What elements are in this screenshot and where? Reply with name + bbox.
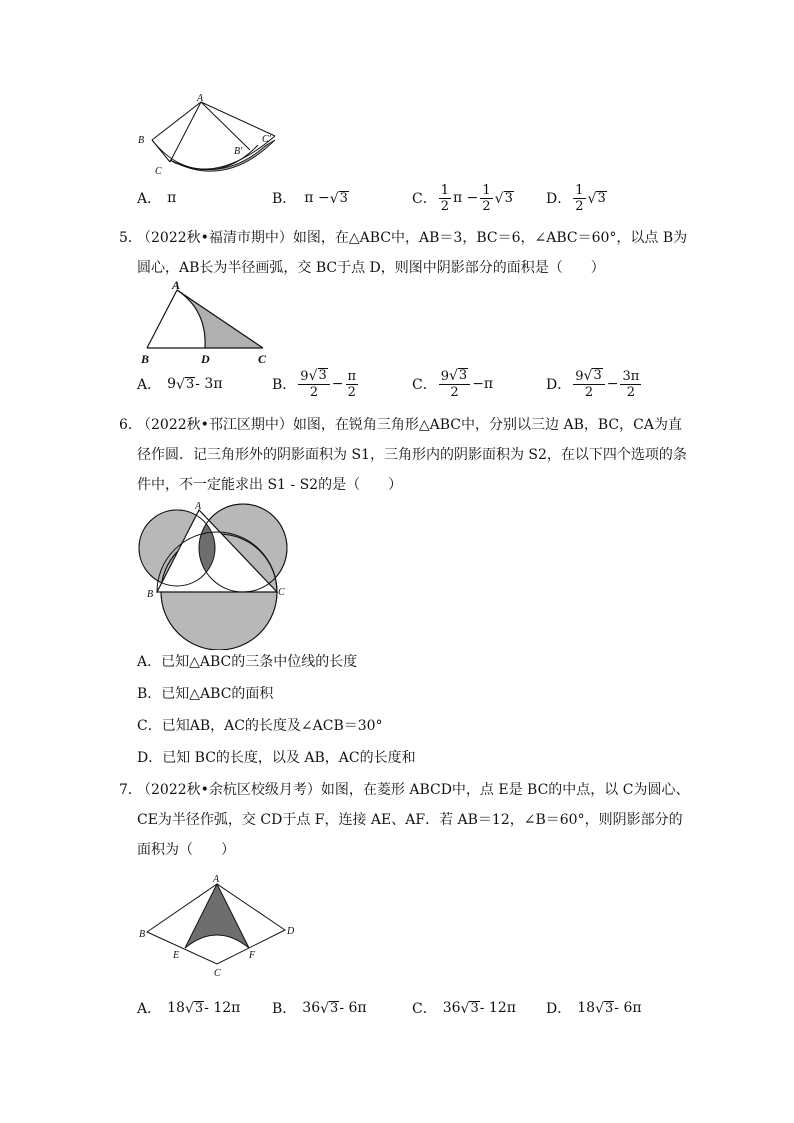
sqrt-symbol: √ 3 bbox=[494, 190, 513, 207]
sqrt-symbol: √ 3 bbox=[329, 190, 348, 207]
q7-figure bbox=[135, 872, 300, 982]
q7-label-a: A bbox=[213, 874, 220, 885]
q7-option-b[interactable]: B． 36 √ 3 - 6π bbox=[272, 1000, 367, 1017]
fraction: $\frac{1}{2}$ bbox=[440, 182, 449, 214]
q7-option-a[interactable]: A． 18 √ 3 - 12π bbox=[137, 1000, 241, 1017]
q6-number: 6． bbox=[119, 417, 142, 433]
sqrt-symbol: √ 3 bbox=[595, 1000, 614, 1017]
sqrt-symbol: √ 3 bbox=[176, 376, 195, 393]
fraction: 9 √ 3 2 bbox=[573, 368, 604, 400]
q6-option-c[interactable]: C．已知AB，AC的长度及∠ACB＝30° bbox=[137, 718, 383, 734]
q7-option-d[interactable]: D． 18 √ 3 - 6π bbox=[546, 1000, 642, 1017]
fraction: $\frac{1}{2}$ bbox=[482, 182, 491, 214]
q5-arc bbox=[177, 290, 205, 348]
q6-text-line2: 径作圆．记三角形外的阴影面积为 S1，三角形内的阴影面积为 S2，在以下四个选项的条 bbox=[137, 447, 687, 463]
q4-option-c[interactable]: C． $\frac{1}{2}$ π − $\frac{1}{2}$ √ 3 bbox=[412, 182, 513, 214]
fraction: $\frac{3\pi}{2}$ bbox=[622, 368, 640, 400]
fraction: $\frac{\pi}{2}$ bbox=[347, 368, 357, 400]
q5-label-b: B bbox=[141, 352, 150, 366]
q5-figure bbox=[135, 280, 280, 370]
q4-option-b[interactable]: B． π − √ 3 bbox=[272, 190, 348, 207]
q5-option-b[interactable]: B． 9 √ 3 2 − $\frac{\pi}{2}$ bbox=[272, 368, 357, 400]
q5-option-c[interactable]: C． 9 √ 3 2 −π bbox=[412, 368, 494, 400]
q7-shaded-region bbox=[185, 884, 249, 948]
q4-label-a: A bbox=[197, 93, 204, 104]
q6-figure bbox=[135, 500, 295, 650]
q5-number: 5． bbox=[119, 230, 142, 246]
q4-label-b-prime: B′ bbox=[234, 146, 243, 157]
q7-label-c: C bbox=[214, 968, 221, 979]
fraction: $\frac{1}{2}$ bbox=[575, 182, 584, 214]
fraction: 9 √ 3 2 bbox=[439, 368, 470, 400]
q7-option-c[interactable]: C． 36 √ 3 - 12π bbox=[412, 1000, 516, 1017]
q4-option-d[interactable]: D． $\frac{1}{2}$ √ 3 bbox=[546, 182, 606, 214]
sqrt-symbol: √ 3 bbox=[184, 1000, 204, 1017]
q4-figure bbox=[130, 90, 290, 185]
sqrt-symbol: √ 3 bbox=[587, 190, 606, 207]
sqrt-symbol: √ 3 bbox=[460, 1000, 479, 1017]
q5-option-d[interactable]: D． 9 √ 3 2 − $\frac{3\pi}{2}$ bbox=[546, 368, 640, 400]
q7-label-f: F bbox=[249, 950, 256, 961]
q4-label-c: C bbox=[155, 166, 162, 177]
q6-text-line3: 件中，不一定能求出 S1 - S2的是（ ） bbox=[137, 477, 403, 493]
q5-label-c: C bbox=[258, 352, 267, 366]
q7-label-e: E bbox=[173, 950, 180, 961]
q7-label-d: D bbox=[287, 926, 295, 937]
q5-option-a[interactable]: A． 9 √ 3 - 3π bbox=[137, 376, 223, 393]
q6-label-a: A bbox=[195, 501, 202, 512]
q6-option-a[interactable]: A．已知△ABC的三条中位线的长度 bbox=[137, 654, 358, 670]
q6-label-b: B bbox=[147, 589, 154, 600]
q7-label-b: B bbox=[139, 929, 146, 940]
q5-label-d: D bbox=[201, 352, 210, 366]
q5-text-line1: （2022秋•福清市期中）如图，在△ABC中，AB＝3，BC＝6，∠ABC＝60°，以点 B为 bbox=[137, 230, 688, 246]
q6-text-line1: （2022秋•邗江区期中）如图，在锐角三角形△ABC中，分别以三边 AB，BC，CA为直 bbox=[137, 417, 682, 433]
fraction: 9 √ 3 2 bbox=[298, 368, 329, 400]
q5-text-line2: 圆心，AB长为半径画弧，交 BC于点 D，则图中阴影部分的面积是（ ） bbox=[137, 260, 605, 276]
sqrt-symbol: √ 3 bbox=[320, 1000, 339, 1017]
q4-option-a[interactable]: A． π bbox=[137, 190, 177, 207]
q4-label-b: B bbox=[138, 135, 145, 146]
q5-label-a: A bbox=[172, 280, 181, 292]
q7-text-line3: 面积为（ ） bbox=[137, 842, 235, 858]
q7-number: 7． bbox=[119, 782, 142, 798]
q4-label-c-prime: C′ bbox=[262, 134, 271, 145]
q7-text-line1: （2022秋•余杭区校级月考）如图，在菱形 ABCD中，点 E是 BC的中点，以 C为圆心、 bbox=[137, 782, 690, 798]
q6-option-d[interactable]: D．已知 BC的长度，以及 AB，AC的长度和 bbox=[137, 750, 416, 766]
q7-text-line2: CE为半径作弧，交 CD于点 F，连接 AE、AF．若 AB＝12，∠B＝60°，则阴影部分的 bbox=[137, 812, 683, 828]
q6-option-b[interactable]: B．已知△ABC的面积 bbox=[137, 686, 274, 702]
q6-label-c: C bbox=[278, 587, 285, 598]
